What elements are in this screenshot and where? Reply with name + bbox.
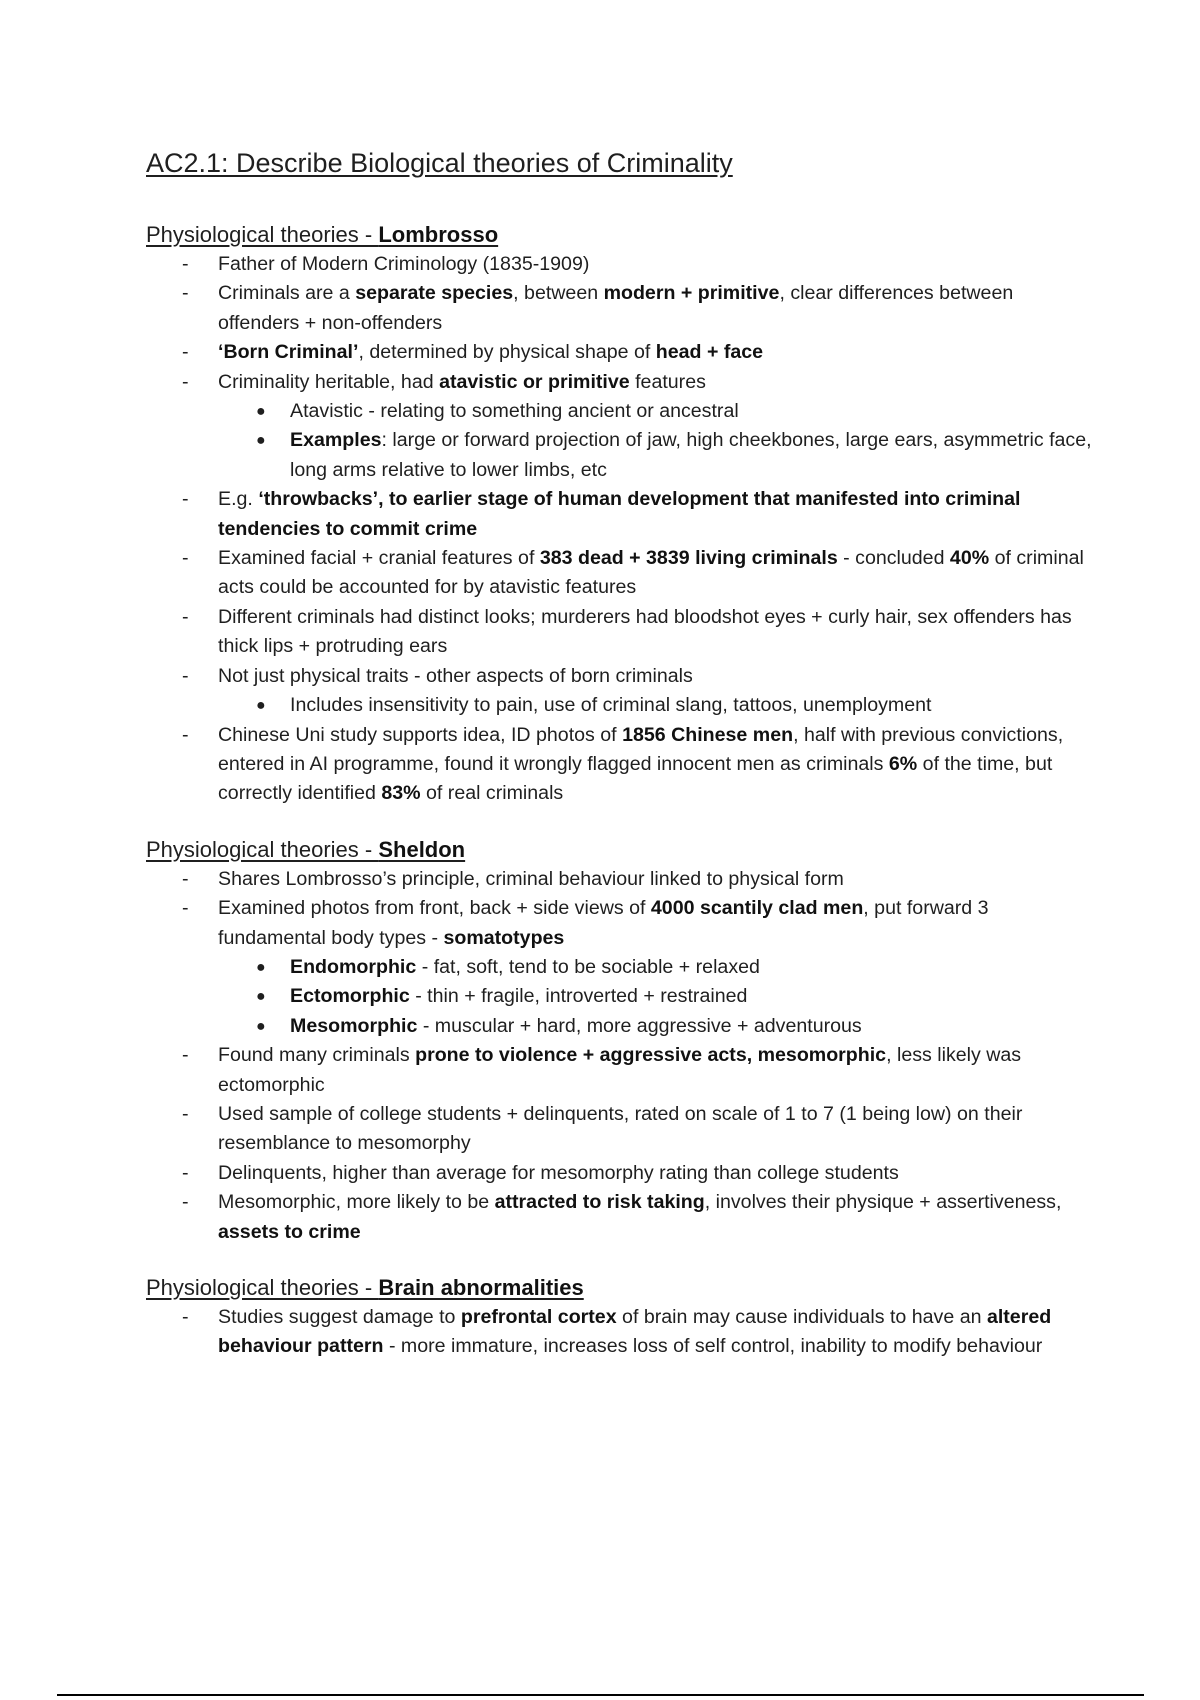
- bold-text: attracted to risk taking: [494, 1191, 705, 1214]
- bold-text: head + face: [655, 341, 764, 364]
- bold-text: Endomorphic: [290, 955, 417, 978]
- text-run: of criminal acts could be accounted for by atavistic features: [218, 547, 1084, 599]
- text-run: Examined photos from front, back + side views of: [218, 897, 651, 920]
- list-item: [146, 1188, 1096, 1247]
- bold-text: separate species: [355, 282, 514, 305]
- text-run: , involves their physique + assertiveness,: [704, 1191, 1062, 1214]
- list-item: [146, 279, 1096, 338]
- list-item: [146, 250, 1096, 279]
- bold-text: 4000 scantily clad men: [650, 897, 864, 920]
- list-item: [146, 894, 1096, 1041]
- section-brain-abnormalities: [146, 1273, 1096, 1362]
- dash-marker: -: [182, 370, 189, 393]
- bold-text: Mesomorphic: [290, 1014, 418, 1037]
- sub-list-item: [218, 982, 1096, 1011]
- text-run: Criminality heritable, had: [218, 370, 440, 393]
- text-run: Criminals are a: [218, 282, 356, 305]
- dash-marker: -: [182, 1161, 189, 1184]
- bullet-marker: ●: [256, 1017, 266, 1035]
- bullet-marker: ●: [256, 697, 266, 715]
- text-run: Studies suggest damage to: [218, 1306, 461, 1328]
- list-item: [146, 1100, 1096, 1159]
- text-run: - concluded: [837, 547, 950, 570]
- sub-list-item: [218, 691, 1096, 720]
- list-item: [146, 603, 1096, 662]
- sub-list-item: [218, 1012, 1096, 1041]
- bold-text: Examples: [290, 429, 382, 452]
- bold-text: altered behaviour pattern: [218, 1306, 1052, 1358]
- list-item: [146, 662, 1096, 721]
- dash-marker: -: [182, 1102, 189, 1125]
- section-heading-name: Brain abnormalities: [378, 1275, 584, 1300]
- section-heading-prefix: Physiological theories -: [146, 222, 379, 247]
- section-lombrosso: [146, 220, 1096, 809]
- section-heading: [146, 835, 1096, 865]
- dash-marker: -: [182, 341, 189, 364]
- bold-text: prefrontal cortex: [460, 1306, 617, 1328]
- bold-text: somatotypes: [443, 926, 565, 949]
- dash-list: [146, 250, 1096, 809]
- dash-marker: -: [182, 1044, 189, 1067]
- text-run: - more immature, increases loss of self control, inability to modify behaviour: [383, 1335, 1043, 1358]
- bold-text: 6%: [888, 752, 918, 775]
- text-run: , determined by physical shape of: [358, 341, 656, 364]
- list-item: [146, 721, 1096, 809]
- dash-marker: -: [182, 897, 189, 920]
- section-heading: [146, 1273, 1096, 1303]
- list-item: [146, 1159, 1096, 1188]
- document-page: [146, 143, 1096, 1388]
- dash-marker: -: [182, 605, 189, 628]
- bullet-marker: ●: [256, 403, 266, 421]
- text-run: - muscular + hard, more aggressive + adventurous: [417, 1014, 862, 1037]
- bold-text: 83%: [381, 782, 421, 805]
- text-run: of the time, but correctly identified: [218, 752, 1053, 805]
- text-run: - thin + fragile, introverted + restrained: [409, 985, 748, 1008]
- dash-marker: -: [182, 1306, 189, 1328]
- section-sheldon: [146, 835, 1096, 1247]
- dash-marker: -: [182, 253, 189, 275]
- text-run: features: [629, 370, 706, 393]
- text-run: Different criminals had distinct looks; murderers had bloodshot eyes + curly hair, sex offenders has thick lips + protruding ears: [218, 605, 1072, 658]
- text-run: : large or forward projection of jaw, high cheekbones, large ears, asymmetric face, long arms relative to lower limbs, etc: [290, 429, 1092, 481]
- text-run: - fat, soft, tend to be sociable + relaxed: [416, 955, 760, 978]
- sections-container: [146, 220, 1096, 1362]
- section-heading-name: Lombrosso: [378, 222, 499, 247]
- bold-text: assets to crime: [218, 1220, 361, 1243]
- text-run: Found many criminals: [218, 1044, 416, 1067]
- bold-text: ‘throwbacks’, to earlier stage of human development that manifested into criminal tendencies to commit crime: [218, 488, 1021, 540]
- dash-marker: -: [182, 282, 189, 305]
- text-run: , less likely was ectomorphic: [218, 1044, 1022, 1096]
- sub-list-item: [218, 953, 1096, 982]
- list-item: [146, 368, 1096, 486]
- sub-list-item: [218, 397, 1096, 426]
- bold-text: ‘Born Criminal’: [218, 341, 359, 364]
- text-run: Atavistic - relating to something ancient or ancestral: [290, 400, 739, 423]
- text-run: Mesomorphic, more likely to be: [218, 1191, 495, 1214]
- text-run: Not just physical traits - other aspects of born criminals: [218, 664, 693, 687]
- text-run: of real criminals: [420, 782, 564, 805]
- bold-text: modern + primitive: [603, 282, 780, 305]
- sub-list-item: [218, 426, 1096, 485]
- text-run: Delinquents, higher than average for mesomorphy rating than college students: [218, 1161, 899, 1184]
- list-item: [146, 1041, 1096, 1100]
- section-heading: [146, 220, 1096, 250]
- footer-rule: [57, 1694, 1144, 1696]
- text-run: , clear differences between offenders + non-offenders: [218, 282, 1014, 334]
- bold-text: 1856 Chinese men: [622, 723, 794, 746]
- text-run: of brain may cause individuals to have an: [616, 1306, 987, 1328]
- text-run: , between: [513, 282, 604, 305]
- dash-marker: -: [182, 664, 189, 687]
- dash-marker: -: [182, 488, 189, 511]
- dash-marker: -: [182, 867, 189, 890]
- bold-text: Ectomorphic: [290, 985, 410, 1008]
- bullet-list: [218, 691, 1096, 720]
- bullet-marker: ●: [256, 958, 266, 976]
- section-heading-prefix: Physiological theories -: [146, 1275, 379, 1300]
- dash-marker: -: [182, 723, 189, 746]
- bold-text: 40%: [949, 547, 990, 570]
- list-item: [146, 338, 1096, 367]
- text-run: Chinese Uni study supports idea, ID photos of: [218, 723, 623, 746]
- text-run: Includes insensitivity to pain, use of criminal slang, tattoos, unemployment: [290, 694, 932, 717]
- dash-list: [146, 1303, 1096, 1362]
- list-item: [146, 865, 1096, 894]
- bold-text: prone to violence + aggressive acts, mesomorphic: [415, 1044, 887, 1067]
- list-item: [146, 544, 1096, 603]
- text-run: Father of Modern Criminology (1835-1909): [218, 253, 590, 275]
- dash-marker: -: [182, 1191, 189, 1214]
- list-item: [146, 1303, 1096, 1362]
- text-run: Examined facial + cranial features of: [218, 547, 540, 570]
- bullet-list: [218, 953, 1096, 1041]
- section-heading-prefix: Physiological theories -: [146, 836, 379, 862]
- bold-text: 383 dead + 3839 living criminals: [539, 547, 838, 570]
- bold-text: atavistic or primitive: [439, 370, 630, 393]
- dash-list: [146, 865, 1096, 1247]
- document-title: AC2.1: Describe Biological theories of Criminality: [146, 148, 733, 178]
- text-run: Shares Lombrosso’s principle, criminal behaviour linked to physical form: [218, 867, 844, 890]
- list-item: [146, 485, 1096, 544]
- text-run: E.g.: [218, 488, 259, 511]
- dash-marker: -: [182, 547, 189, 570]
- bullet-marker: ●: [256, 988, 266, 1006]
- bullet-marker: ●: [256, 432, 266, 450]
- text-run: Used sample of college students + delinquents, rated on scale of 1 to 7 (1 being low) on their resemblance to mesomorphy: [218, 1102, 1023, 1155]
- bullet-list: [218, 397, 1096, 485]
- section-heading-name: Sheldon: [378, 836, 466, 862]
- text-run: , half with previous convictions, entered in AI programme, found it wrongly flagged innocent men as criminals: [218, 723, 1064, 775]
- text-run: , put forward 3 fundamental body types -: [218, 897, 989, 949]
